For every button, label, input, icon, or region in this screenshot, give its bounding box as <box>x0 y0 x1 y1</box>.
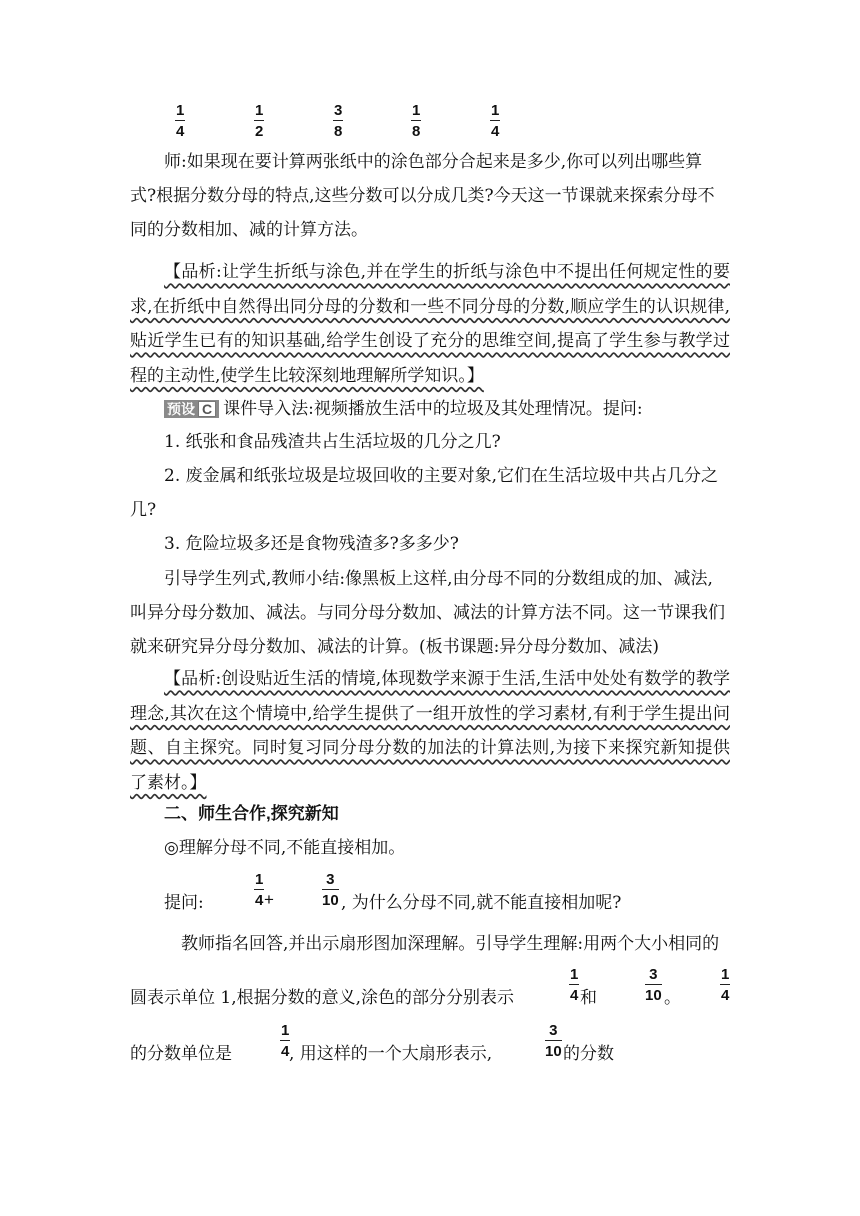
para3-line1: 教师指名回答,并出示扇形图加深理解。引导学生理解:用两个大小相同的 <box>181 934 720 954</box>
para1-line2: 式?根据分数分母的特点,这些分数可以分成几类?今天这一节课就来探索分母不 <box>130 186 715 206</box>
analysis-block-2: 【品析:创设贴近生活的情境,体现数学来源于生活,生活中处处有数学的教学理念,其次在这个情境中,给学生提供了一组开放性的学习素材,有利于学生提出问题、自主探究。同时复习同分母分数的加法的计算法则,为接下来探究新知提供了素材。】 <box>130 669 730 793</box>
fraction-3-10-q: 3 10 <box>322 871 339 905</box>
para2-line1: 引导学生列式,教师小结:像黑板上这样,由分母不同的分数组成的加、减法, <box>164 569 713 589</box>
question-2: 2. 废金属和纸张垃圾是垃圾回收的主要对象,它们在生活垃圾中共占几分之 <box>164 466 719 486</box>
para3-line3-end: 的分数 <box>563 1044 614 1064</box>
fraction-1-2: 1 2 <box>255 102 264 136</box>
para3-line2-text: 圆表示单位 1,根据分数的意义,涂色的部分分别表示 <box>130 988 515 1008</box>
question-1: 1. 纸张和食品残渣共占生活垃圾的几分之几? <box>164 432 501 452</box>
fraction-1-4-p3c: 1 4 <box>721 966 730 1000</box>
fraction-1-8: 1 8 <box>412 102 421 136</box>
question-3: 3. 危险垃圾多还是食物残渣多?多多少? <box>164 534 459 554</box>
fraction-1-4-q: 1 4 <box>255 871 264 905</box>
fraction-3-10-p3d: 3 10 <box>545 1022 562 1056</box>
preset-tag: 预设 C <box>164 400 219 418</box>
section-bullet: ◎理解分母不同,不能直接相加。 <box>164 838 406 858</box>
para3-period: 。 <box>664 988 681 1008</box>
para3-line3-mid: , 用这样的一个大扇形表示, <box>289 1044 493 1064</box>
para1-line1: 师:如果现在要计算两张纸中的涂色部分合起来是多少,你可以列出哪些算 <box>164 152 703 172</box>
fraction-1-4-b: 1 4 <box>491 102 500 136</box>
fraction-3-8: 3 8 <box>334 102 343 136</box>
fraction-1-4-a: 1 4 <box>176 102 185 136</box>
para2-line2: 叫异分母分数加、减法。与同分母分数加、减法的计算方法不同。这一节课我们 <box>130 603 725 623</box>
para3-and: 和 <box>580 988 597 1008</box>
question-2-cont: 几? <box>130 500 157 520</box>
para3-line3-text: 的分数单位是 <box>130 1044 232 1064</box>
question-label: 提问: <box>164 893 204 913</box>
plus-sign: + <box>264 890 274 909</box>
section-heading: 二、师生合作,探究新知 <box>164 804 339 823</box>
fraction-1-4-p3a: 1 4 <box>570 966 579 1000</box>
para1-line3: 同的分数相加、减的计算方法。 <box>130 220 368 240</box>
fraction-3-10-p3: 3 10 <box>645 966 662 1000</box>
question-text: , 为什么分母不同,就不能直接相加呢? <box>341 893 622 913</box>
analysis-block-1: 【品析:让学生折纸与涂色,并在学生的折纸与涂色中不提出任何规定性的要求,在折纸中自然得出同分母的分数和一些不同分母的分数,顺应学生的认识规律,贴近学生已有的知识基础,给学生创设了充分的思维空间,提高了学生参与教学过程的主动性,使学生比较深刻地理解所学知识。】 <box>130 262 730 386</box>
preset-line: 预设 C 课件导入法:视频播放生活中的垃圾及其处理情况。提问: <box>164 395 643 423</box>
para2-line3: 就来研究异分母分数加、减法的计算。(板书课题:异分母分数加、减法) <box>130 637 659 657</box>
fraction-1-4-p3d: 1 4 <box>281 1022 290 1056</box>
